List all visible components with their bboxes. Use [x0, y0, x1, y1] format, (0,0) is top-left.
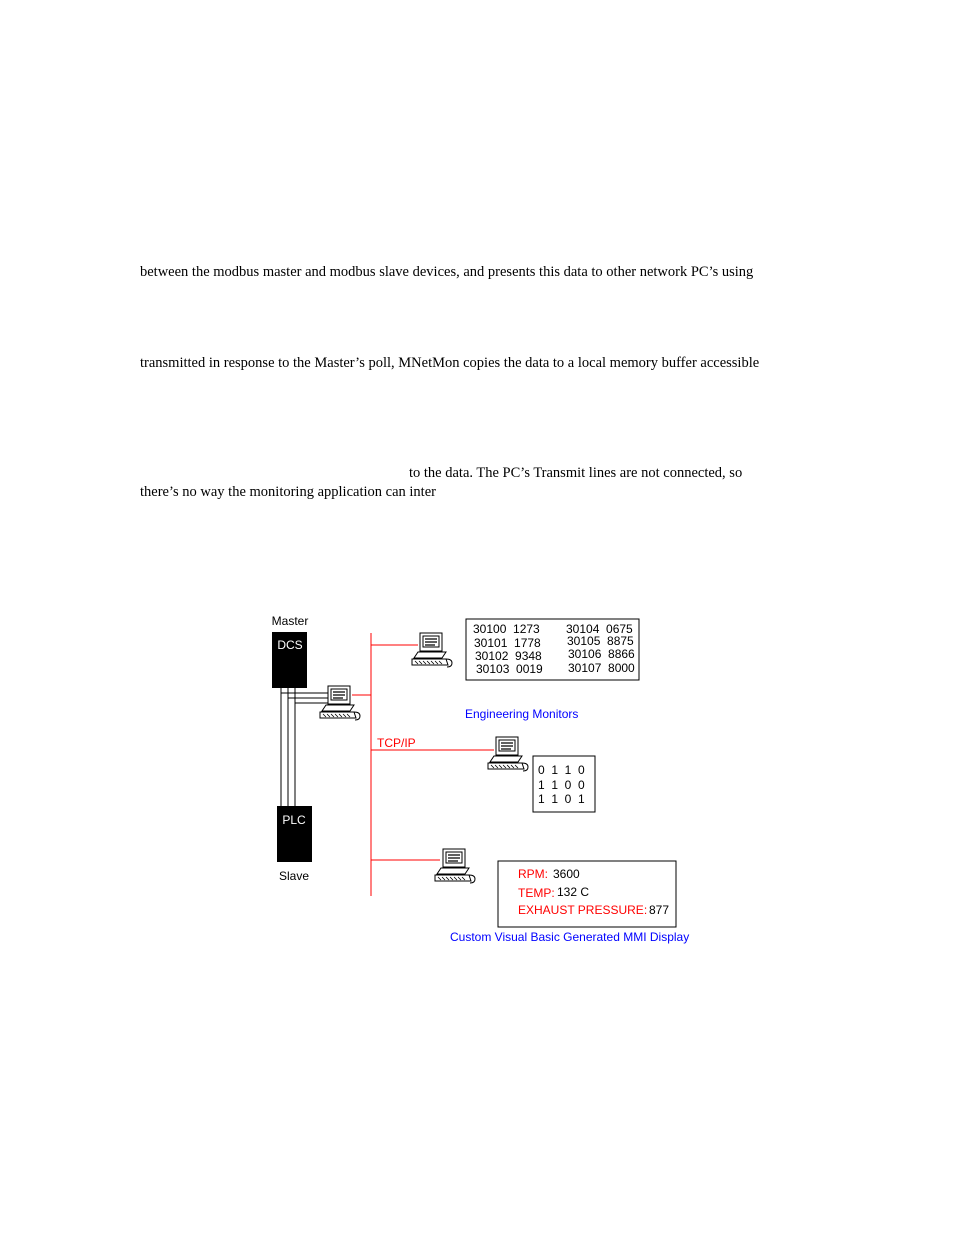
- slave-label: Slave: [278, 869, 310, 883]
- tcpip-label: TCP/IP: [377, 736, 416, 750]
- bit-row-3: 1 1 0 1: [538, 792, 585, 806]
- register-row-2-left: 30101 1778: [474, 636, 541, 650]
- register-row-4-left: 30103 0019: [476, 662, 543, 676]
- rpm-value: 3600: [553, 867, 580, 881]
- exhaust-label: EXHAUST PRESSURE:: [518, 903, 648, 917]
- bit-row-2: 1 1 0 0: [538, 778, 585, 792]
- body-text-line-4: there’s no way the monitoring application can inter: [140, 484, 436, 500]
- mmi-pc-icon: [435, 849, 475, 883]
- serial-bus-lines: [281, 688, 330, 806]
- bit-row-1: 0 1 1 0: [538, 763, 585, 777]
- temp-label: TEMP:: [518, 886, 555, 900]
- register-row-3-left: 30102 9348: [475, 649, 542, 663]
- plc-label: PLC: [282, 813, 306, 827]
- register-row-1-right: 30104 0675: [566, 622, 633, 636]
- dcs-label: DCS: [277, 638, 303, 652]
- exhaust-value: 877: [649, 903, 670, 917]
- body-text-line-1: between the modbus master and modbus slave devices, and presents this data to other network PC’s using: [140, 264, 754, 280]
- register-row-4-right: 30107 8000: [568, 661, 635, 675]
- register-row-3-right: 30106 8866: [568, 647, 635, 661]
- engineering-monitors-caption: Engineering Monitors: [465, 707, 579, 721]
- body-text-line-2: transmitted in response to the Master’s poll, MNetMon copies the data to a local memory buffer accessible: [140, 355, 760, 371]
- mmi-caption: Custom Visual Basic Generated MMI Display: [450, 930, 690, 944]
- temp-value: 132 C: [557, 885, 590, 899]
- engineering-pc-icon-1: [412, 633, 452, 667]
- engineering-pc-icon-2: [488, 737, 528, 771]
- register-row-1-left: 30100 1273: [473, 622, 540, 636]
- register-row-2-right: 30105 8875: [567, 634, 634, 648]
- master-label: Master: [271, 614, 309, 628]
- rpm-label: RPM:: [518, 867, 548, 881]
- body-text-line-3: to the data. The PC’s Transmit lines are not connected, so: [409, 465, 743, 481]
